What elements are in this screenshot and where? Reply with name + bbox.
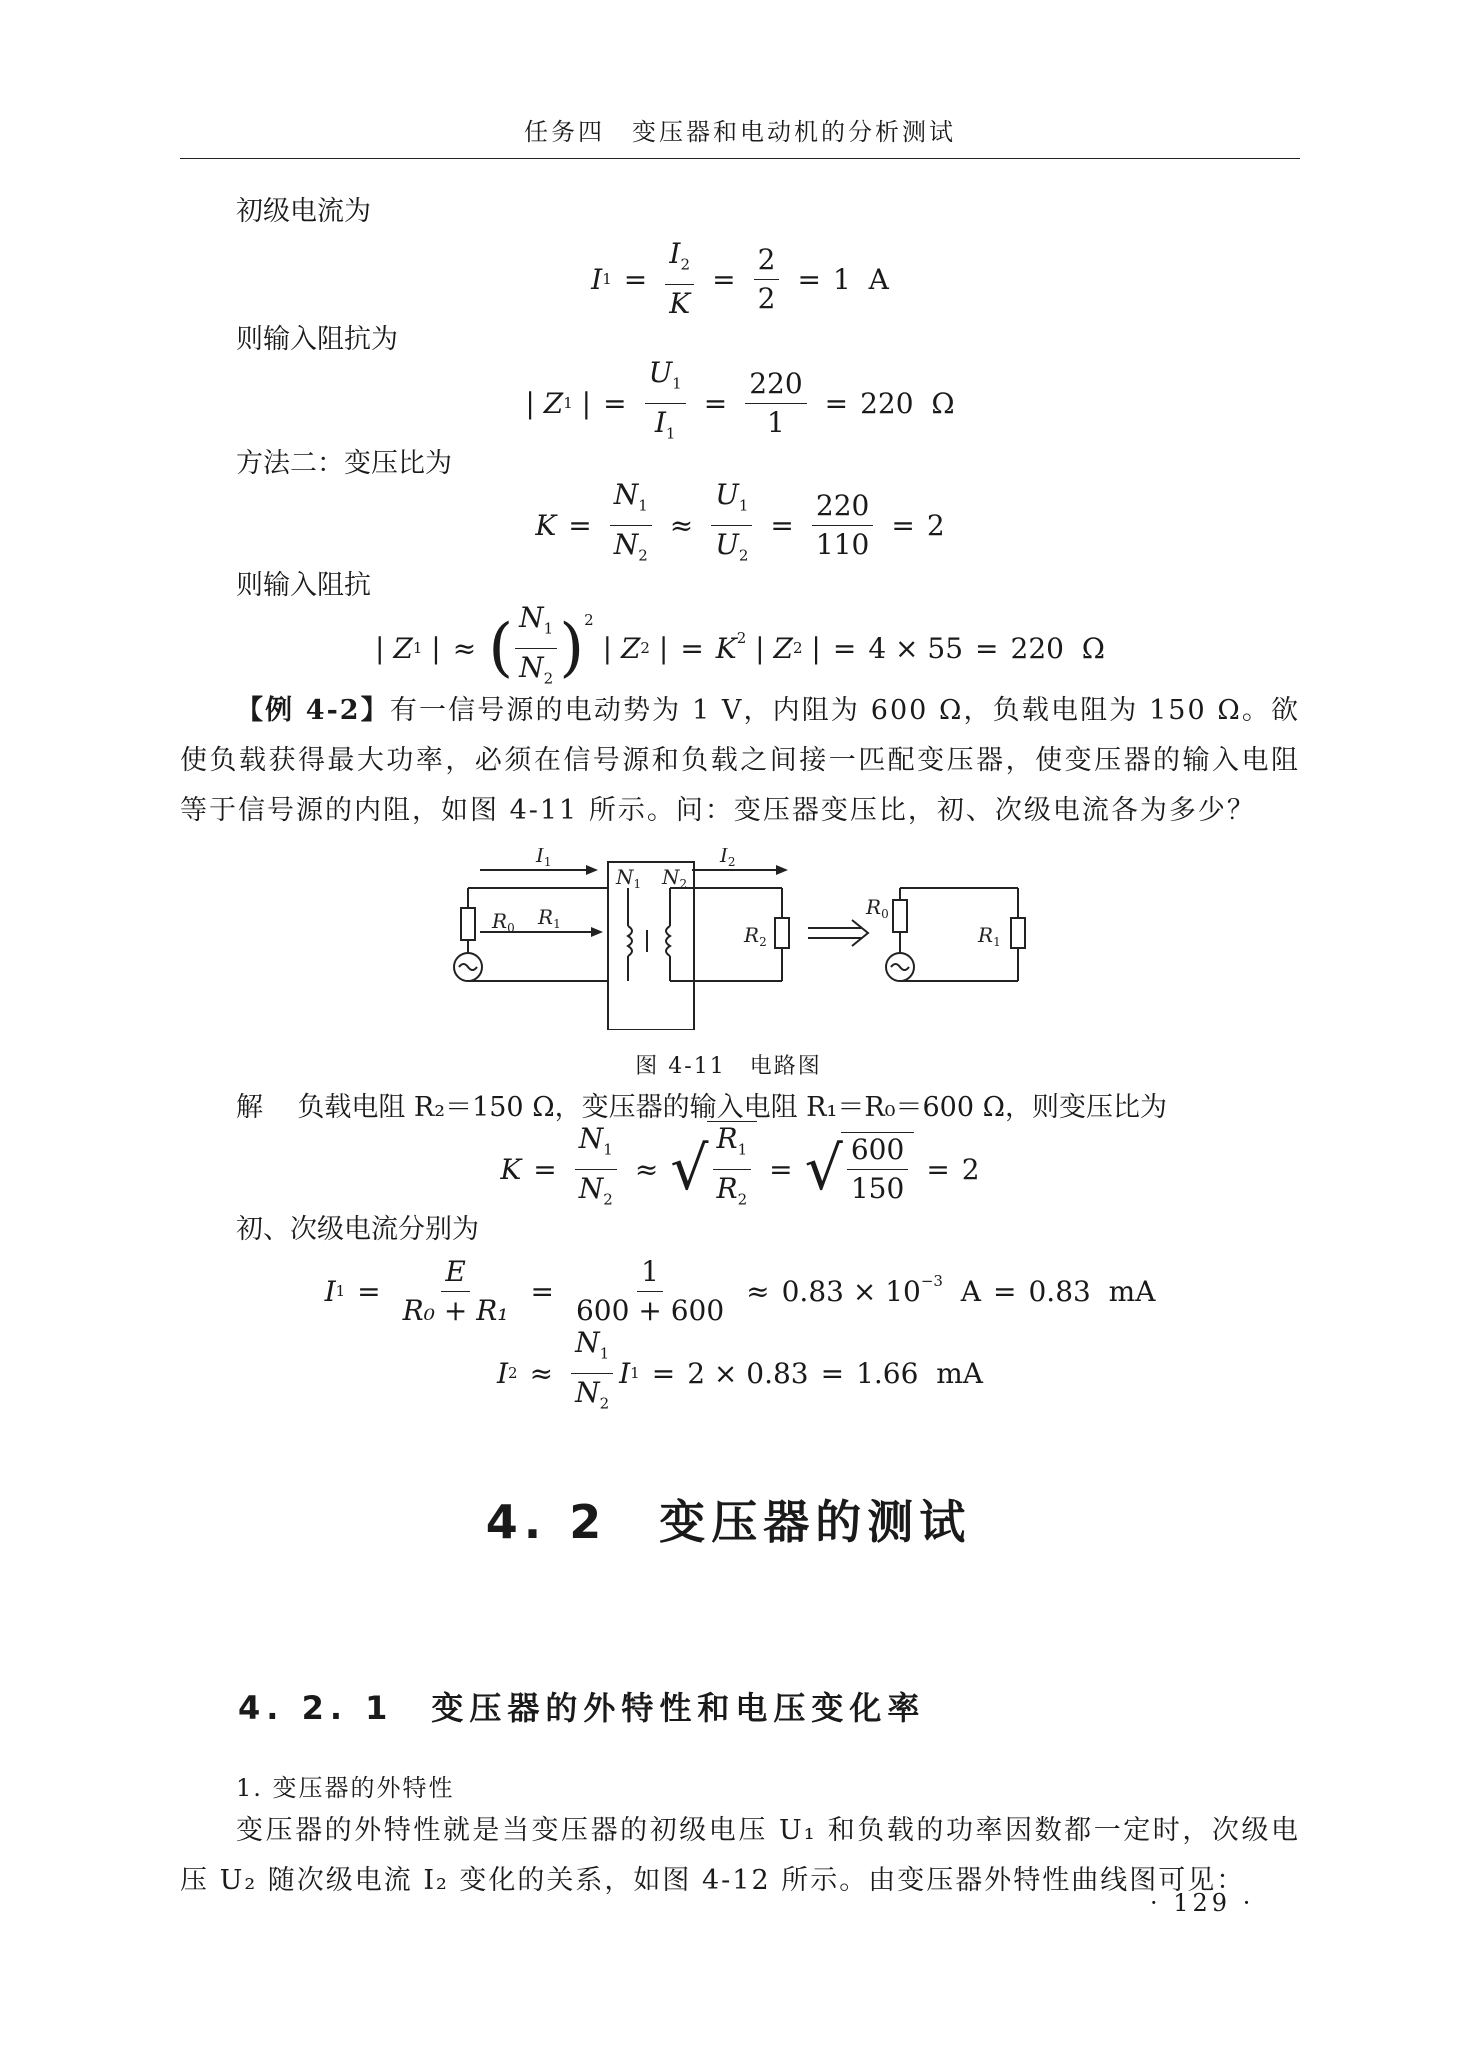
arrowhead-I1 [586,865,598,875]
example-tag: 【例 4-2】 [236,695,390,726]
equation-2: | Z 1 | = $\frac{U_1}{I_1}$ = $\frac{220}{1}$ = 220 Ω [525,355,955,443]
eq-resistor-R0 [893,900,907,932]
label-N2: $N_2$ [662,865,688,891]
equation-3: K = $\frac{N_1}{N_2}$ ≈ $\frac{U_1}{U_2}$ = $\frac{220}{110}$ = 2 [535,477,945,565]
equivalence-arrow [808,920,868,946]
text-line-5: 初、次级电流分别为 [236,1214,479,1245]
eq-resistor-R1 [1011,918,1025,948]
label-I1: $I_1$ [536,848,552,869]
equation-5: K = $\frac{N_1}{N_2}$ ≈ √ $\frac{R_1}{R_2}$ = √ $\frac{600}{150}$ = 2 [180,1124,1300,1214]
header-rule [180,158,1300,159]
text-line-2: 则输入阻抗为 [236,324,398,355]
primary-coil [628,926,632,956]
arrowhead-I2 [776,865,788,875]
circuit-diagram [430,848,1030,1030]
arrowhead-R1 [591,927,603,937]
example-4-2 [180,686,1300,836]
figure-caption: 图 4-11 电路图 [635,1054,822,1079]
text-line-3: 方法二：变压比为 [236,448,452,479]
label-R2: $R_2$ [744,923,767,949]
page-number: · 129 · [1150,1889,1255,1917]
resistor-R0 [461,908,475,940]
tilde-source [459,964,477,970]
equation-6: I 1 = $\frac{E}{\text{R₀ + R₁}}$ = $\frac{1}{600 + 600}$ ≈ 0.83 × 10 $^{-3}$ A = 0.83 mA [324,1254,1156,1327]
label-R1: $R_1$ [538,905,561,931]
equation-1: I 1 = $\frac{I_2}{K}$ = $\frac{2}{2}$ = 1 A [591,237,889,320]
resistor-R2 [775,918,789,948]
label-R0: $R_0$ [492,909,515,935]
item-heading: 1. 变压器的外特性 [236,1774,455,1802]
running-header: 任务四 变压器和电动机的分析测试 [524,118,956,146]
secondary-coil [666,926,670,956]
text-line-4: 则输入阻抗 [236,570,371,601]
section-title: 4. 2 变压器的测试 [485,1495,972,1549]
equation-4: | Z 1 | ≈ ( $\frac{N_1}{N_2}$ ) $^2$ | Z 2 | = K $^2$ | Z 2 | = 4 × 55 = 220 Ω [375,600,1105,688]
equation-7: I 2 ≈ $\frac{N_1}{N_2}$ I 1 = 2 × 0.83 = 1.66 mA [496,1325,984,1413]
label-eq-R1: $R_1$ [978,923,1001,949]
subsection-body: 变压器的外特性就是当变压器的初级电压 U₁ 和负载的功率因数都一定时，次级电压 U₂ 随次级电流 I₂ 变化的关系，如图 4-12 所示。由变压器外特性曲线图可见： [180,1815,1300,1896]
example-body: 有一信号源的电动势为 1 V，内阻为 600 Ω，负载电阻为 150 Ω。欲使负载获得最大功率，必须在信号源和负载之间接一匹配变压器，使变压器的输入电阻等于信号源的内阻，如图 4-11 所示。问：变压器变压比，初、次级电流各为多少？ [180,695,1300,826]
subsection-title: 4. 2. 1 变压器的外特性和电压变化率 [238,1689,926,1727]
solution-label: 解 [236,1092,263,1123]
solution-body: 负载电阻 R₂＝150 Ω，变压器的输入电阻 R₁＝R₀＝600 Ω，则变压比为 [297,1092,1167,1123]
tilde-eq-source [891,964,909,970]
label-N1: $N_1$ [616,865,642,891]
label-I2: $I_2$ [720,848,736,869]
text-line-1: 初级电流为 [236,196,371,227]
label-eq-R0: $R_0$ [866,895,889,921]
